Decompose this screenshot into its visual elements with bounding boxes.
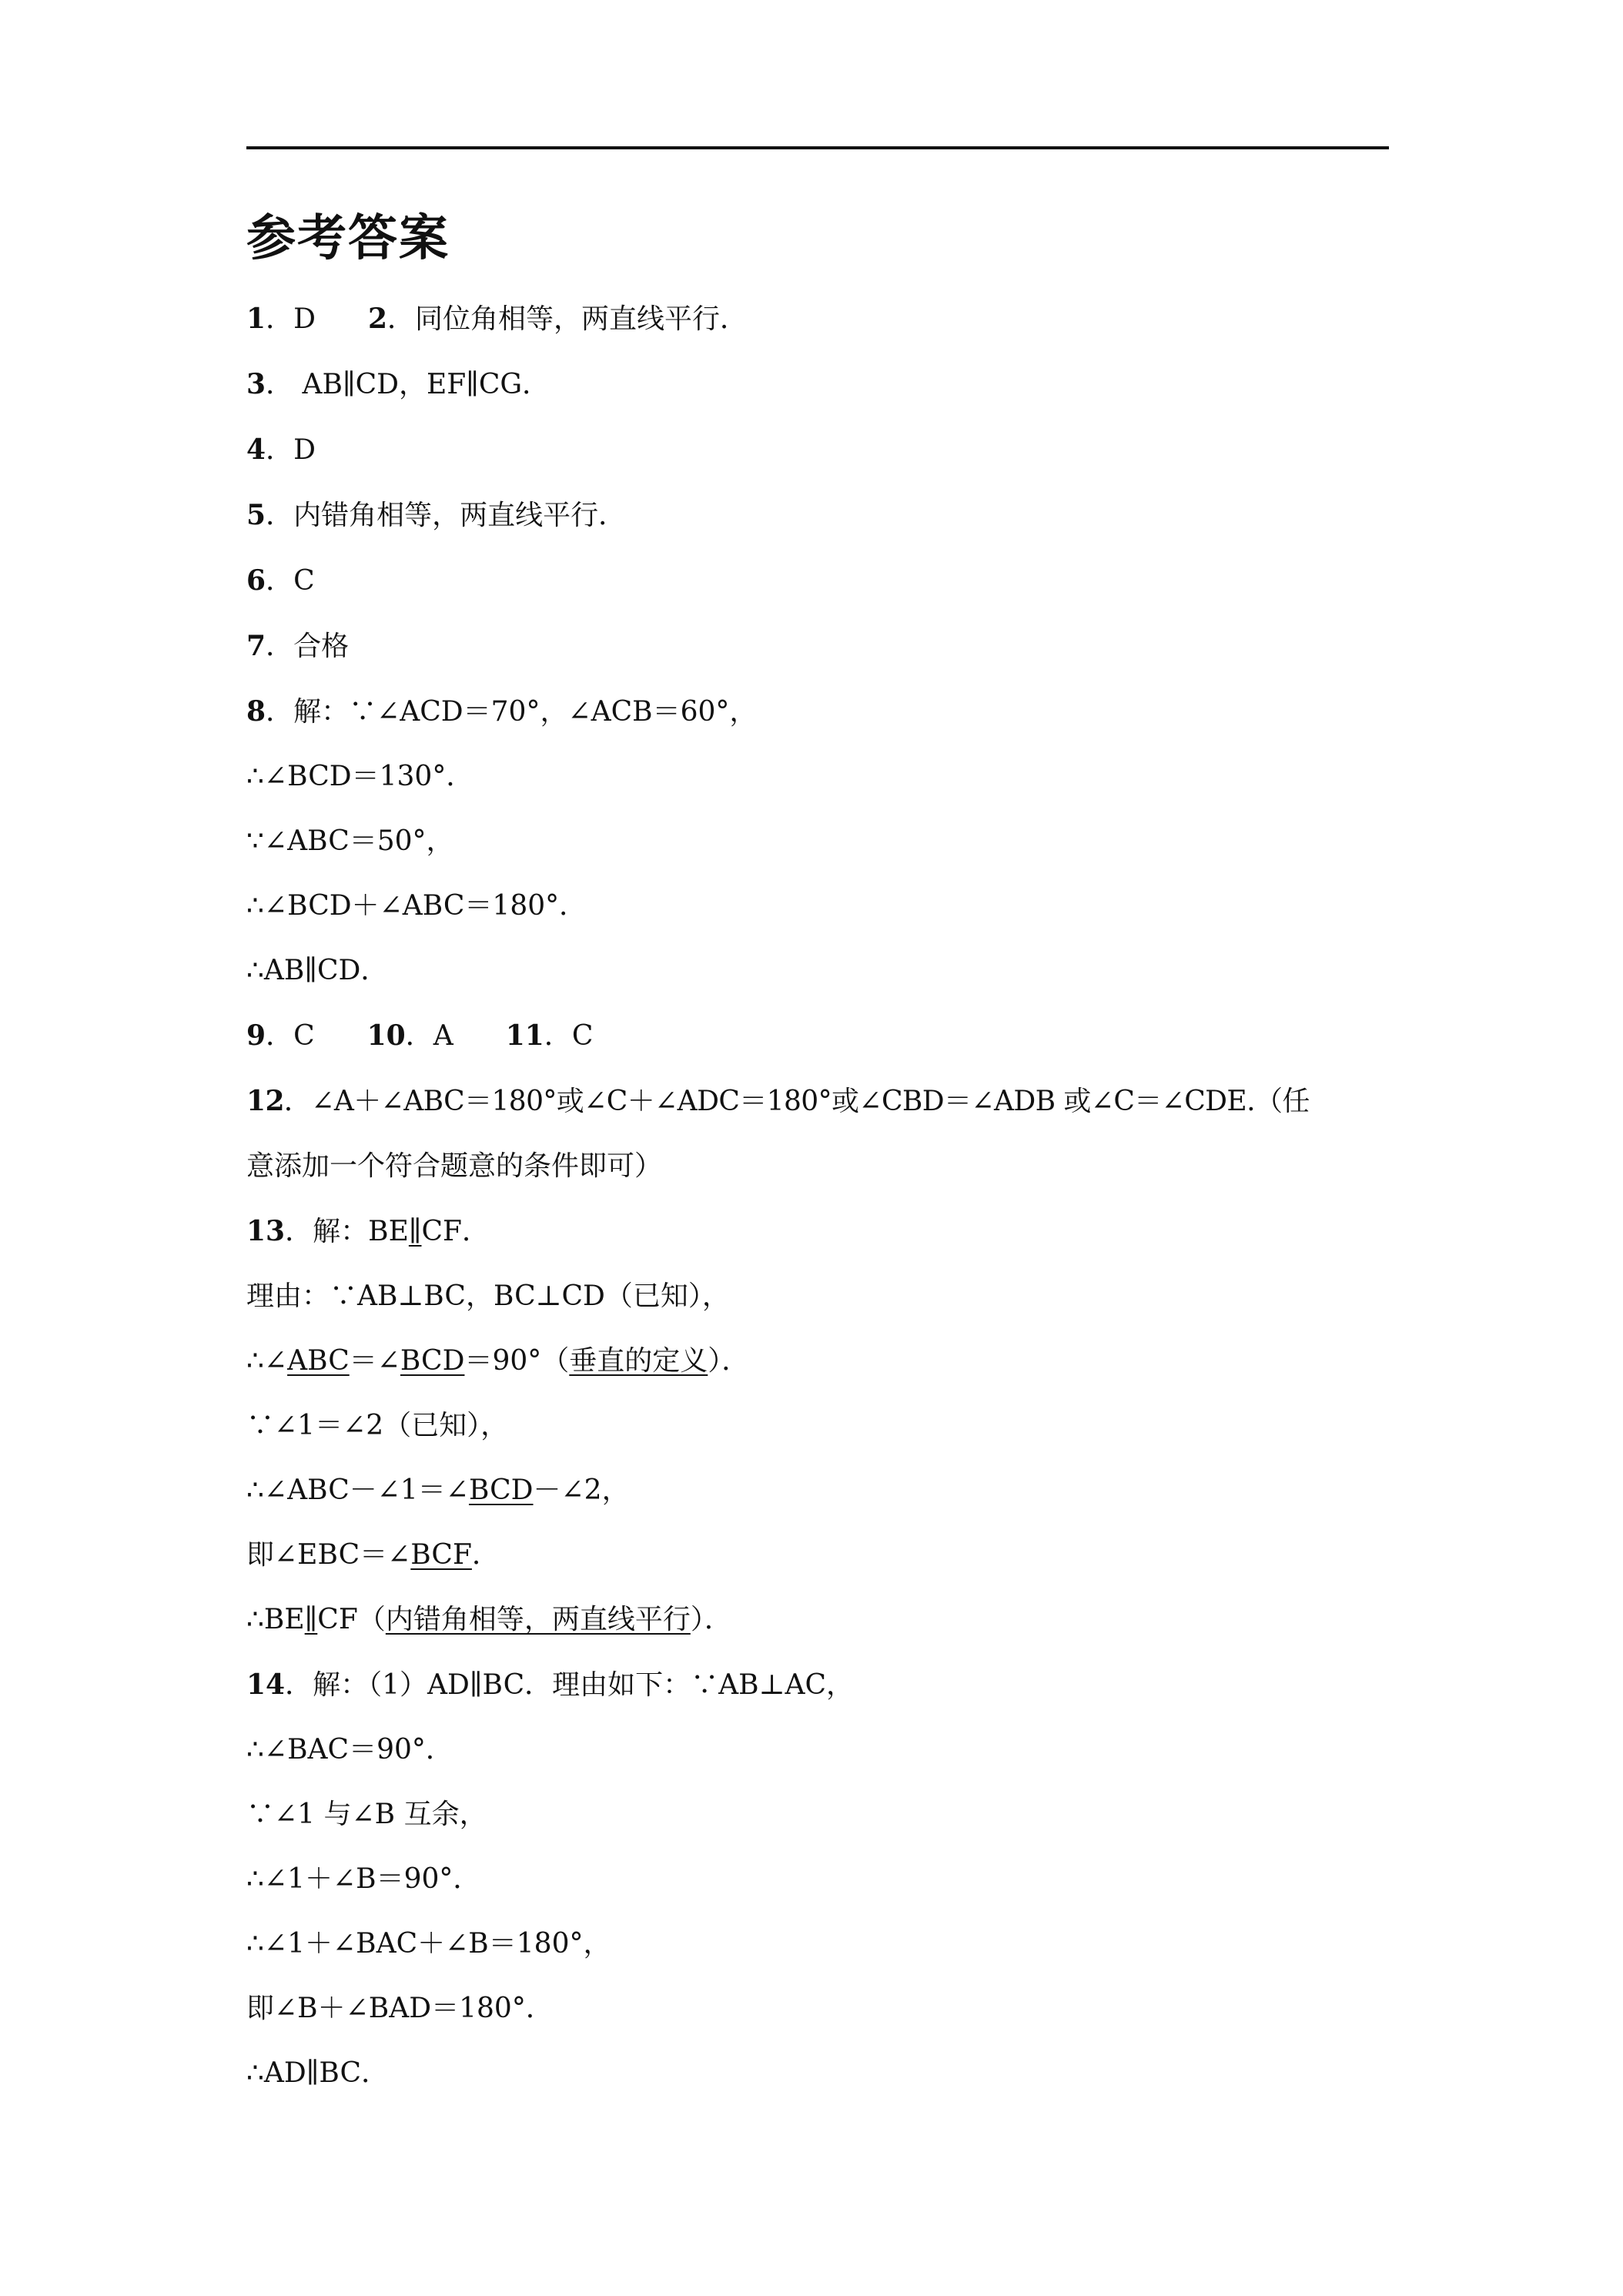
answer-text: ．合格 [266,631,350,662]
answer-number: 9 [246,1019,266,1052]
answer-13-reason: 理由：∵AB⊥BC，BC⊥CD（已知）， [246,1280,730,1312]
step-text: ）． [708,1345,750,1377]
answer-text: ． AB∥CD，EF∥CG． [266,369,550,400]
answer-text: ．C [266,1020,315,1052]
parallel-blank: ∥ [408,1216,422,1247]
answer-line-8 [246,679,1389,745]
answer-number: 2 [367,303,387,335]
answer-text: ．∠A＋∠ABC＝180°或∠C＋∠ADC＝180°或∠CBD＝∠ADB 或∠C＝∠CDE.（任 [283,1086,1310,1117]
answer-line-7 [246,614,1389,679]
answer-text: ．D [266,434,316,466]
answer-number: 14 [246,1668,286,1701]
step-text: ＝90°（ [464,1345,570,1377]
answer-8-step-4: ∴∠BCD＋∠ABC＝180°． [246,890,587,922]
step-text: 即∠EBC＝∠ [246,1539,411,1571]
answer-14-step-6: 即∠B＋∠BAD＝180°． [246,1993,554,2024]
answer-13-step-6 [246,1523,1389,1588]
answer-text: ．解：∵∠ACD＝70°，∠ACB＝60°， [266,696,758,728]
step-text: ）． [690,1604,732,1635]
answer-line-9-11 [246,1003,1389,1069]
answer-line-6 [246,548,1389,614]
answer-14-step-4: ∴∠1＋∠B＝90°． [246,1863,481,1895]
answer-14-step-2: ∴∠BAC＝90°． [246,1734,453,1766]
step-text: ． [471,1539,500,1571]
header-rule [246,146,1389,149]
answer-13-step-3 [246,1329,1389,1394]
answer-number: 5 [246,499,266,531]
answer-14-step-3: ∵∠1 与∠B 互余， [246,1799,487,1830]
step-text: ∴∠ABC－∠1＝∠ [246,1474,469,1506]
answer-text: ．同位角相等，两直线平行． [387,303,748,335]
answer-list [246,286,1389,2106]
answer-line-12 [246,1069,1389,1134]
answer-8-step-5: ∴AB∥CD． [246,955,389,986]
answer-line-1-2 [246,286,1389,352]
answer-text: ．C [544,1020,594,1052]
answer-8-step-3: ∵∠ABC＝50°， [246,825,454,857]
answer-text: ．A [405,1020,453,1052]
filled-blank: ABC [287,1345,350,1377]
answer-number: 6 [246,564,266,597]
answer-line-14 [246,1652,1389,1718]
step-text: ＝∠ [349,1345,400,1377]
answer-14-step-7: ∴AD∥BC． [246,2057,390,2089]
answer-text: ．解：（1）AD∥BC．理由如下：∵AB⊥AC， [285,1669,855,1701]
answer-line-13 [246,1199,1389,1264]
parallel-blank: ∥ [304,1604,318,1635]
answer-text: CF． [421,1216,490,1247]
step-text: －∠2， [533,1474,630,1506]
page-title: 参考答案 [246,210,450,267]
answer-line-5 [246,483,1389,548]
filled-blank: 垂直的定义 [569,1345,708,1377]
answer-text: ．D [266,303,316,335]
answer-14-step-5: ∴∠1＋∠BAC＋∠B＝180°， [246,1928,611,1960]
answer-number: 1 [246,303,266,335]
answer-number: 4 [246,433,266,466]
answer-8-step-2: ∴∠BCD＝130°． [246,761,474,792]
answer-text: ．解：BE [285,1216,409,1247]
answer-text: ．内错角相等，两直线平行． [266,500,627,531]
answer-12-continued: 意添加一个符合题意的条件即可） [246,1150,663,1182]
step-text: ∴BE [246,1604,305,1635]
answer-13-step-7 [246,1588,1389,1652]
answer-number: 7 [246,630,266,662]
answer-line-4 [246,417,1389,483]
filled-blank: BCD [400,1345,465,1377]
answer-number: 11 [505,1019,544,1052]
filled-blank: BCD [468,1474,534,1506]
answer-number: 10 [366,1019,406,1052]
answer-line-3 [246,352,1389,417]
step-text: CF（ [317,1604,386,1635]
answer-13-step-5 [246,1458,1389,1523]
answer-text: ．C [266,565,315,597]
filled-blank: BCF [410,1539,472,1571]
answer-number: 13 [246,1215,286,1247]
filled-blank: 内错角相等，两直线平行 [385,1604,691,1635]
step-text: ∴∠ [246,1345,288,1377]
answer-number: 3 [246,368,266,400]
answer-number: 12 [246,1085,284,1117]
answer-13-step-4: ∵∠1＝∠2（已知）， [246,1410,509,1441]
answer-number: 8 [246,695,266,728]
